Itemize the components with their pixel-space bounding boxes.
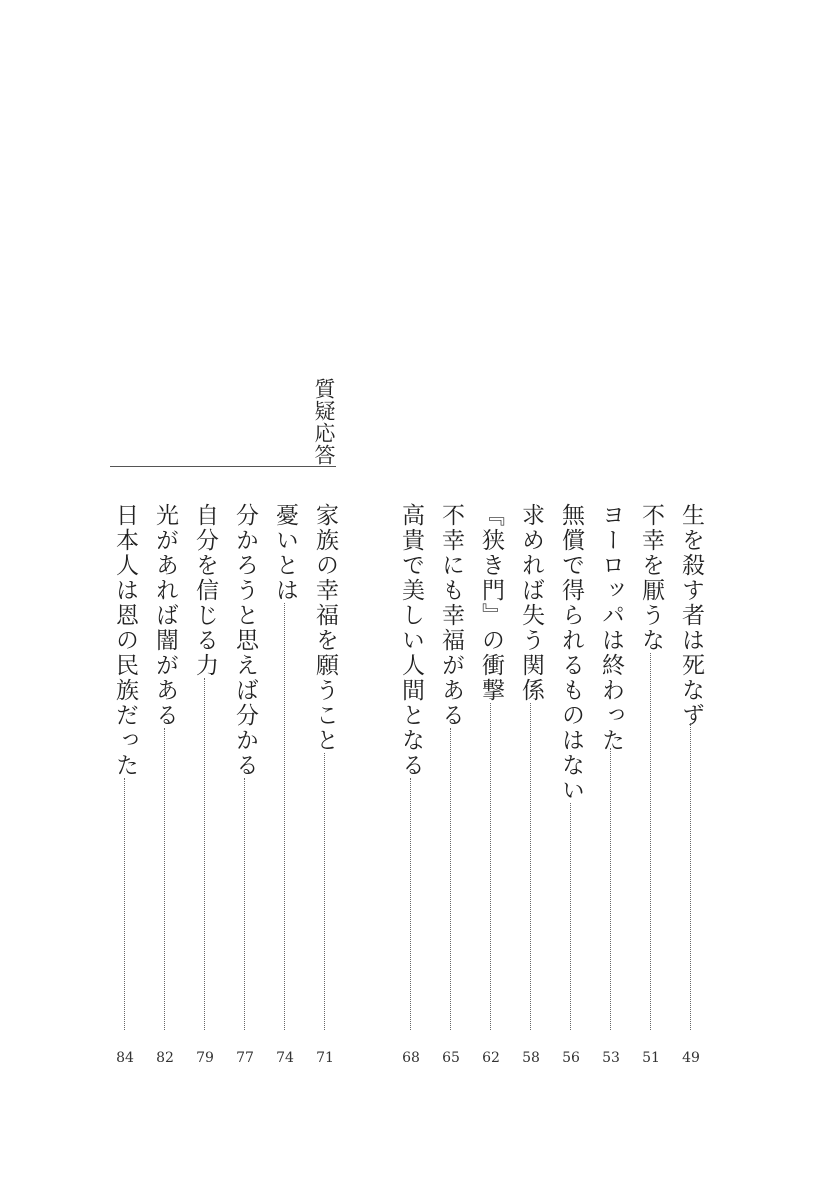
toc-entry-title: 高貴で美しい人間となる [398, 503, 424, 778]
toc-entry-page: 84 [116, 1050, 134, 1066]
dot-leader [204, 678, 205, 1030]
toc-entry[interactable] [436, 503, 466, 1068]
dot-leader [490, 703, 491, 1030]
dot-leader [164, 728, 165, 1030]
toc-entry-page: 79 [196, 1050, 214, 1066]
dot-leader [690, 723, 691, 1030]
dot-leader [244, 778, 245, 1030]
toc-entry-page: 74 [276, 1050, 294, 1066]
toc-entry[interactable] [110, 503, 140, 1068]
dot-leader [450, 728, 451, 1030]
toc-entry-title: ヨーロッパは終わった [598, 503, 624, 753]
toc-entry-page: 65 [442, 1050, 460, 1066]
toc-entry-title: 『狭き門』の衝撃 [478, 503, 504, 703]
dot-leader [610, 748, 611, 1030]
dot-leader [324, 753, 325, 1030]
section-divider [110, 466, 336, 467]
dot-leader [284, 603, 285, 1030]
toc-entry-title: 家族の幸福を願うこと [312, 503, 338, 753]
toc-entry-page: 56 [562, 1050, 580, 1066]
toc-entry[interactable] [676, 503, 706, 1068]
toc-entry-page: 71 [316, 1050, 334, 1066]
toc-entry-title: 生を殺す者は死なず [678, 503, 704, 728]
toc-entry[interactable] [230, 503, 260, 1068]
toc-entry[interactable] [476, 503, 506, 1068]
toc-entry[interactable] [310, 503, 340, 1068]
toc-entry-title: 憂いとは [272, 503, 298, 603]
toc-entry-page: 62 [482, 1050, 500, 1066]
dot-leader [124, 778, 125, 1030]
toc-entry-title: 不幸を厭うな [638, 503, 664, 653]
toc-entry-title: 光があれば闇がある [152, 503, 178, 728]
dot-leader [570, 803, 571, 1030]
toc-entry-title: 分かろうと思えば分かる [232, 503, 258, 778]
toc-entry-title: 無償で得られるものはない [558, 503, 584, 803]
toc-entry[interactable] [516, 503, 546, 1068]
toc-entry-page: 82 [156, 1050, 174, 1066]
toc-entry-page: 53 [602, 1050, 620, 1066]
toc-entry[interactable] [150, 503, 180, 1068]
toc-entry[interactable] [556, 503, 586, 1068]
section-heading: 質疑応答 [312, 378, 336, 466]
toc-entry-page: 58 [522, 1050, 540, 1066]
toc-entry-title: 日本人は恩の民族だった [112, 503, 138, 778]
toc-entry[interactable] [636, 503, 666, 1068]
toc-entry-title: 自分を信じる力 [192, 503, 218, 678]
toc-entry-page: 68 [402, 1050, 420, 1066]
toc-entry-page: 51 [642, 1050, 660, 1066]
dot-leader [650, 653, 651, 1030]
toc-entry[interactable] [270, 503, 300, 1068]
toc-entry-title: 求めれば失う関係 [518, 503, 544, 703]
toc-entry[interactable] [396, 503, 426, 1068]
toc-entry-title: 不幸にも幸福がある [438, 503, 464, 728]
toc-entry[interactable] [190, 503, 220, 1068]
dot-leader [410, 778, 411, 1030]
dot-leader [530, 703, 531, 1030]
toc-entry-page: 49 [682, 1050, 700, 1066]
toc-entry-page: 77 [236, 1050, 254, 1066]
toc-entry[interactable] [596, 503, 626, 1068]
